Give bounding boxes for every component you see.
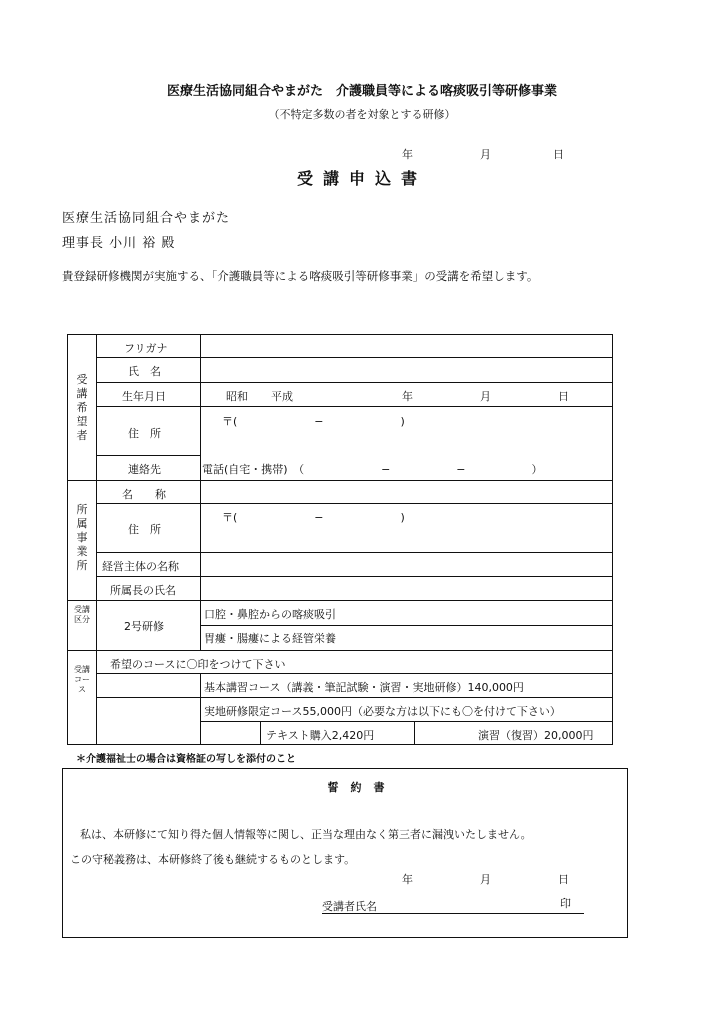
- intro-text: 貴登録研修機関が実施する、「介護職員等による喀痰吸引等研修事業」の受講を希望します。: [62, 269, 539, 283]
- column-divider: [96, 334, 97, 745]
- row-divider: [96, 697, 613, 698]
- birth-year-label: 年: [402, 390, 413, 403]
- addressee-org: 医療生活協同組合やまがた: [62, 211, 231, 226]
- row-divider: [96, 673, 613, 674]
- director-name-field[interactable]: [205, 580, 609, 597]
- row-divider: [96, 503, 613, 504]
- furigana-field[interactable]: [205, 338, 609, 355]
- row-divider: [96, 357, 613, 358]
- pledge-year-label: 年: [402, 873, 413, 886]
- facility-name-field[interactable]: [205, 484, 609, 501]
- row-divider: [96, 455, 200, 456]
- pledge-day-label: 日: [558, 873, 569, 886]
- form-title: 受講申込書: [296, 169, 427, 188]
- signature-field[interactable]: [398, 897, 546, 911]
- course-option-text-purchase[interactable]: テキスト購入2,420円: [266, 729, 375, 742]
- contact-label: 連絡先: [128, 463, 161, 476]
- director-name-label: 所属長の氏名: [110, 584, 176, 597]
- facility-postal-field[interactable]: 〒( − ): [222, 511, 405, 524]
- column-divider: [414, 721, 415, 745]
- program-title: 医療生活協同組合やまがた 介護職員等による喀痰吸引等研修事業: [166, 84, 557, 99]
- postal-code-field[interactable]: 〒( − ): [222, 415, 405, 428]
- category-option-suction[interactable]: 口腔・鼻腔からの喀痰吸引: [204, 608, 336, 621]
- date-year-label: 年: [402, 148, 413, 161]
- pledge-line-2: この守秘義務は、本研修終了後も継続するものとします。: [70, 853, 356, 866]
- seal-mark: 印: [560, 897, 571, 910]
- signature-label: 受講者氏名: [322, 900, 377, 913]
- birth-month-label: 月: [480, 390, 491, 403]
- signature-underline: [322, 913, 584, 914]
- section-divider: [67, 600, 613, 601]
- date-month-label: 月: [480, 148, 491, 161]
- name-field[interactable]: [205, 361, 609, 379]
- era-showa-option[interactable]: 昭和: [226, 390, 248, 403]
- course-option-basic[interactable]: 基本講習コース（講義・筆記試験・演習・実地研修）140,000円: [204, 681, 524, 694]
- row-divider: [96, 406, 613, 407]
- section-label-category: 受講区分: [74, 605, 90, 624]
- row-divider: [96, 552, 613, 553]
- course-option-practical[interactable]: 実地研修限定コース55,000円（必要な方は以下にも〇を付けて下さい）: [204, 705, 561, 718]
- phone-field[interactable]: 電話(自宅・携帯) （ − − ）: [202, 463, 543, 476]
- column-divider: [200, 673, 201, 745]
- section-label-applicant: 受講希望者: [76, 373, 88, 442]
- facility-address-label: 住 所: [128, 523, 161, 536]
- name-label: 氏 名: [128, 365, 161, 378]
- section-label-course: 受講コース: [74, 665, 90, 694]
- addressee-person: 理事長 小川 裕 殿: [62, 236, 176, 251]
- address-label: 住 所: [128, 427, 161, 440]
- pledge-month-label: 月: [480, 873, 491, 886]
- category-option-tube-feeding[interactable]: 胃瘻・腸瘻による経管栄養: [204, 632, 336, 645]
- row-divider: [96, 382, 613, 383]
- course-option-exercise[interactable]: 演習（復習）20,000円: [478, 729, 594, 742]
- birthdate-label: 生年月日: [122, 390, 166, 403]
- column-divider: [260, 721, 261, 745]
- operator-name-label: 経営主体の名称: [102, 560, 179, 573]
- section-divider: [67, 480, 613, 481]
- course-instruction: 希望のコースに〇印をつけて下さい: [110, 658, 286, 671]
- operator-name-field[interactable]: [205, 556, 609, 573]
- pledge-title: 誓約書: [327, 781, 397, 794]
- era-heisei-option[interactable]: 平成: [271, 390, 293, 403]
- facility-name-label: 名 称: [122, 488, 166, 501]
- birth-day-label: 日: [558, 390, 569, 403]
- furigana-label: フリガナ: [124, 342, 168, 355]
- program-subtitle: （不特定多数の者を対象とする研修）: [268, 108, 456, 121]
- certificate-note: ＊介護福祉士の場合は資格証の写しを添付のこと: [76, 754, 296, 765]
- section-divider: [67, 650, 613, 651]
- date-day-label: 日: [553, 148, 564, 161]
- row-divider: [200, 625, 613, 626]
- row-divider: [96, 576, 613, 577]
- training-type-label: 2号研修: [124, 620, 164, 633]
- pledge-line-1: 私は、本研修にて知り得た個人情報等に関し、正当な理由なく第三者に漏洩いたしません。: [80, 828, 532, 841]
- row-divider: [200, 721, 613, 722]
- section-label-affiliation: 所属事業所: [76, 503, 88, 572]
